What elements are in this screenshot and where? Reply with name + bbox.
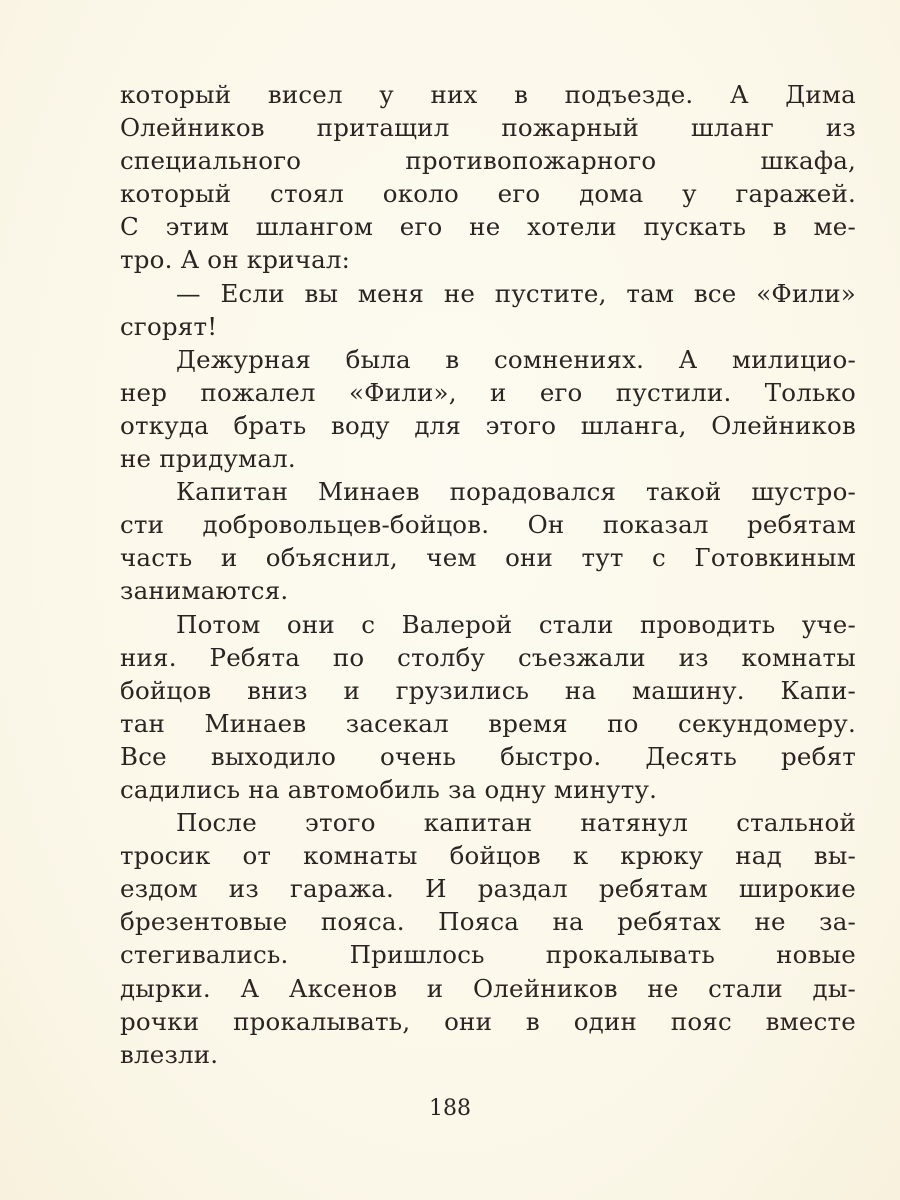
text-line: дырки. А Аксенов и Олейников не стали ды- bbox=[120, 973, 856, 1003]
text-line: который стоял около его дома у гаражей. bbox=[120, 179, 856, 209]
text-line: Потом они с Валерой стали проводить уче- bbox=[176, 609, 856, 639]
text-line: Капитан Минаев порадовался такой шустро- bbox=[176, 477, 856, 507]
text-line: влезли. bbox=[120, 1039, 219, 1069]
text-line: нер пожалел «Фили», и его пустили. Только bbox=[120, 377, 856, 407]
text-line: специального противопожарного шкафа, bbox=[120, 146, 856, 176]
text-line: садились на автомобиль за одну минуту. bbox=[120, 774, 658, 804]
text-line: рочки прокалывать, они в один пояс вместе bbox=[120, 1006, 856, 1036]
text-line: который висел у них в подъезде. А Дима bbox=[120, 80, 856, 109]
text-line: После этого капитан натянул стальной bbox=[176, 808, 856, 838]
text-line: тро. А он кричал: bbox=[120, 245, 351, 275]
text-line: тросик от комнаты бойцов к крюку над вы- bbox=[120, 841, 856, 871]
page-number: 188 bbox=[429, 1096, 471, 1121]
text-line: откуда брать воду для этого шланга, Олейников bbox=[120, 410, 856, 440]
text-line: стегивались. Пришлось прокалывать новые bbox=[120, 940, 856, 970]
text-line: бойцов вниз и грузились на машину. Капи- bbox=[120, 675, 856, 705]
text-line: Дежурная была в сомнениях. А милицио- bbox=[176, 344, 856, 374]
text-line: — Если вы меня не пустите, там все «Фили» bbox=[176, 278, 856, 308]
text-line: брезентовые пояса. Пояса на ребятах не за- bbox=[120, 907, 856, 937]
text-line: Все выходило очень быстро. Десять ребят bbox=[120, 741, 856, 771]
text-line: тан Минаев засекал время по секундомеру. bbox=[120, 708, 856, 738]
text-line: не придумал. bbox=[120, 444, 296, 474]
text-line: занимаются. bbox=[120, 576, 289, 606]
body-text bbox=[120, 78, 856, 1071]
text-line: Олейников притащил пожарный шланг из bbox=[120, 113, 856, 143]
text-line: сти добровольцев-бойцов. Он показал ребятам bbox=[120, 510, 856, 540]
text-line: часть и объяснил, чем они тут с Готовкиным bbox=[120, 543, 856, 573]
text-line: С этим шлангом его не хотели пускать в ме- bbox=[120, 212, 856, 242]
text-line: ния. Ребята по столбу съезжали из комнаты bbox=[120, 642, 856, 672]
text-line: ездом из гаража. И раздал ребятам широкие bbox=[120, 874, 856, 904]
text-line: сгорят! bbox=[120, 311, 218, 341]
